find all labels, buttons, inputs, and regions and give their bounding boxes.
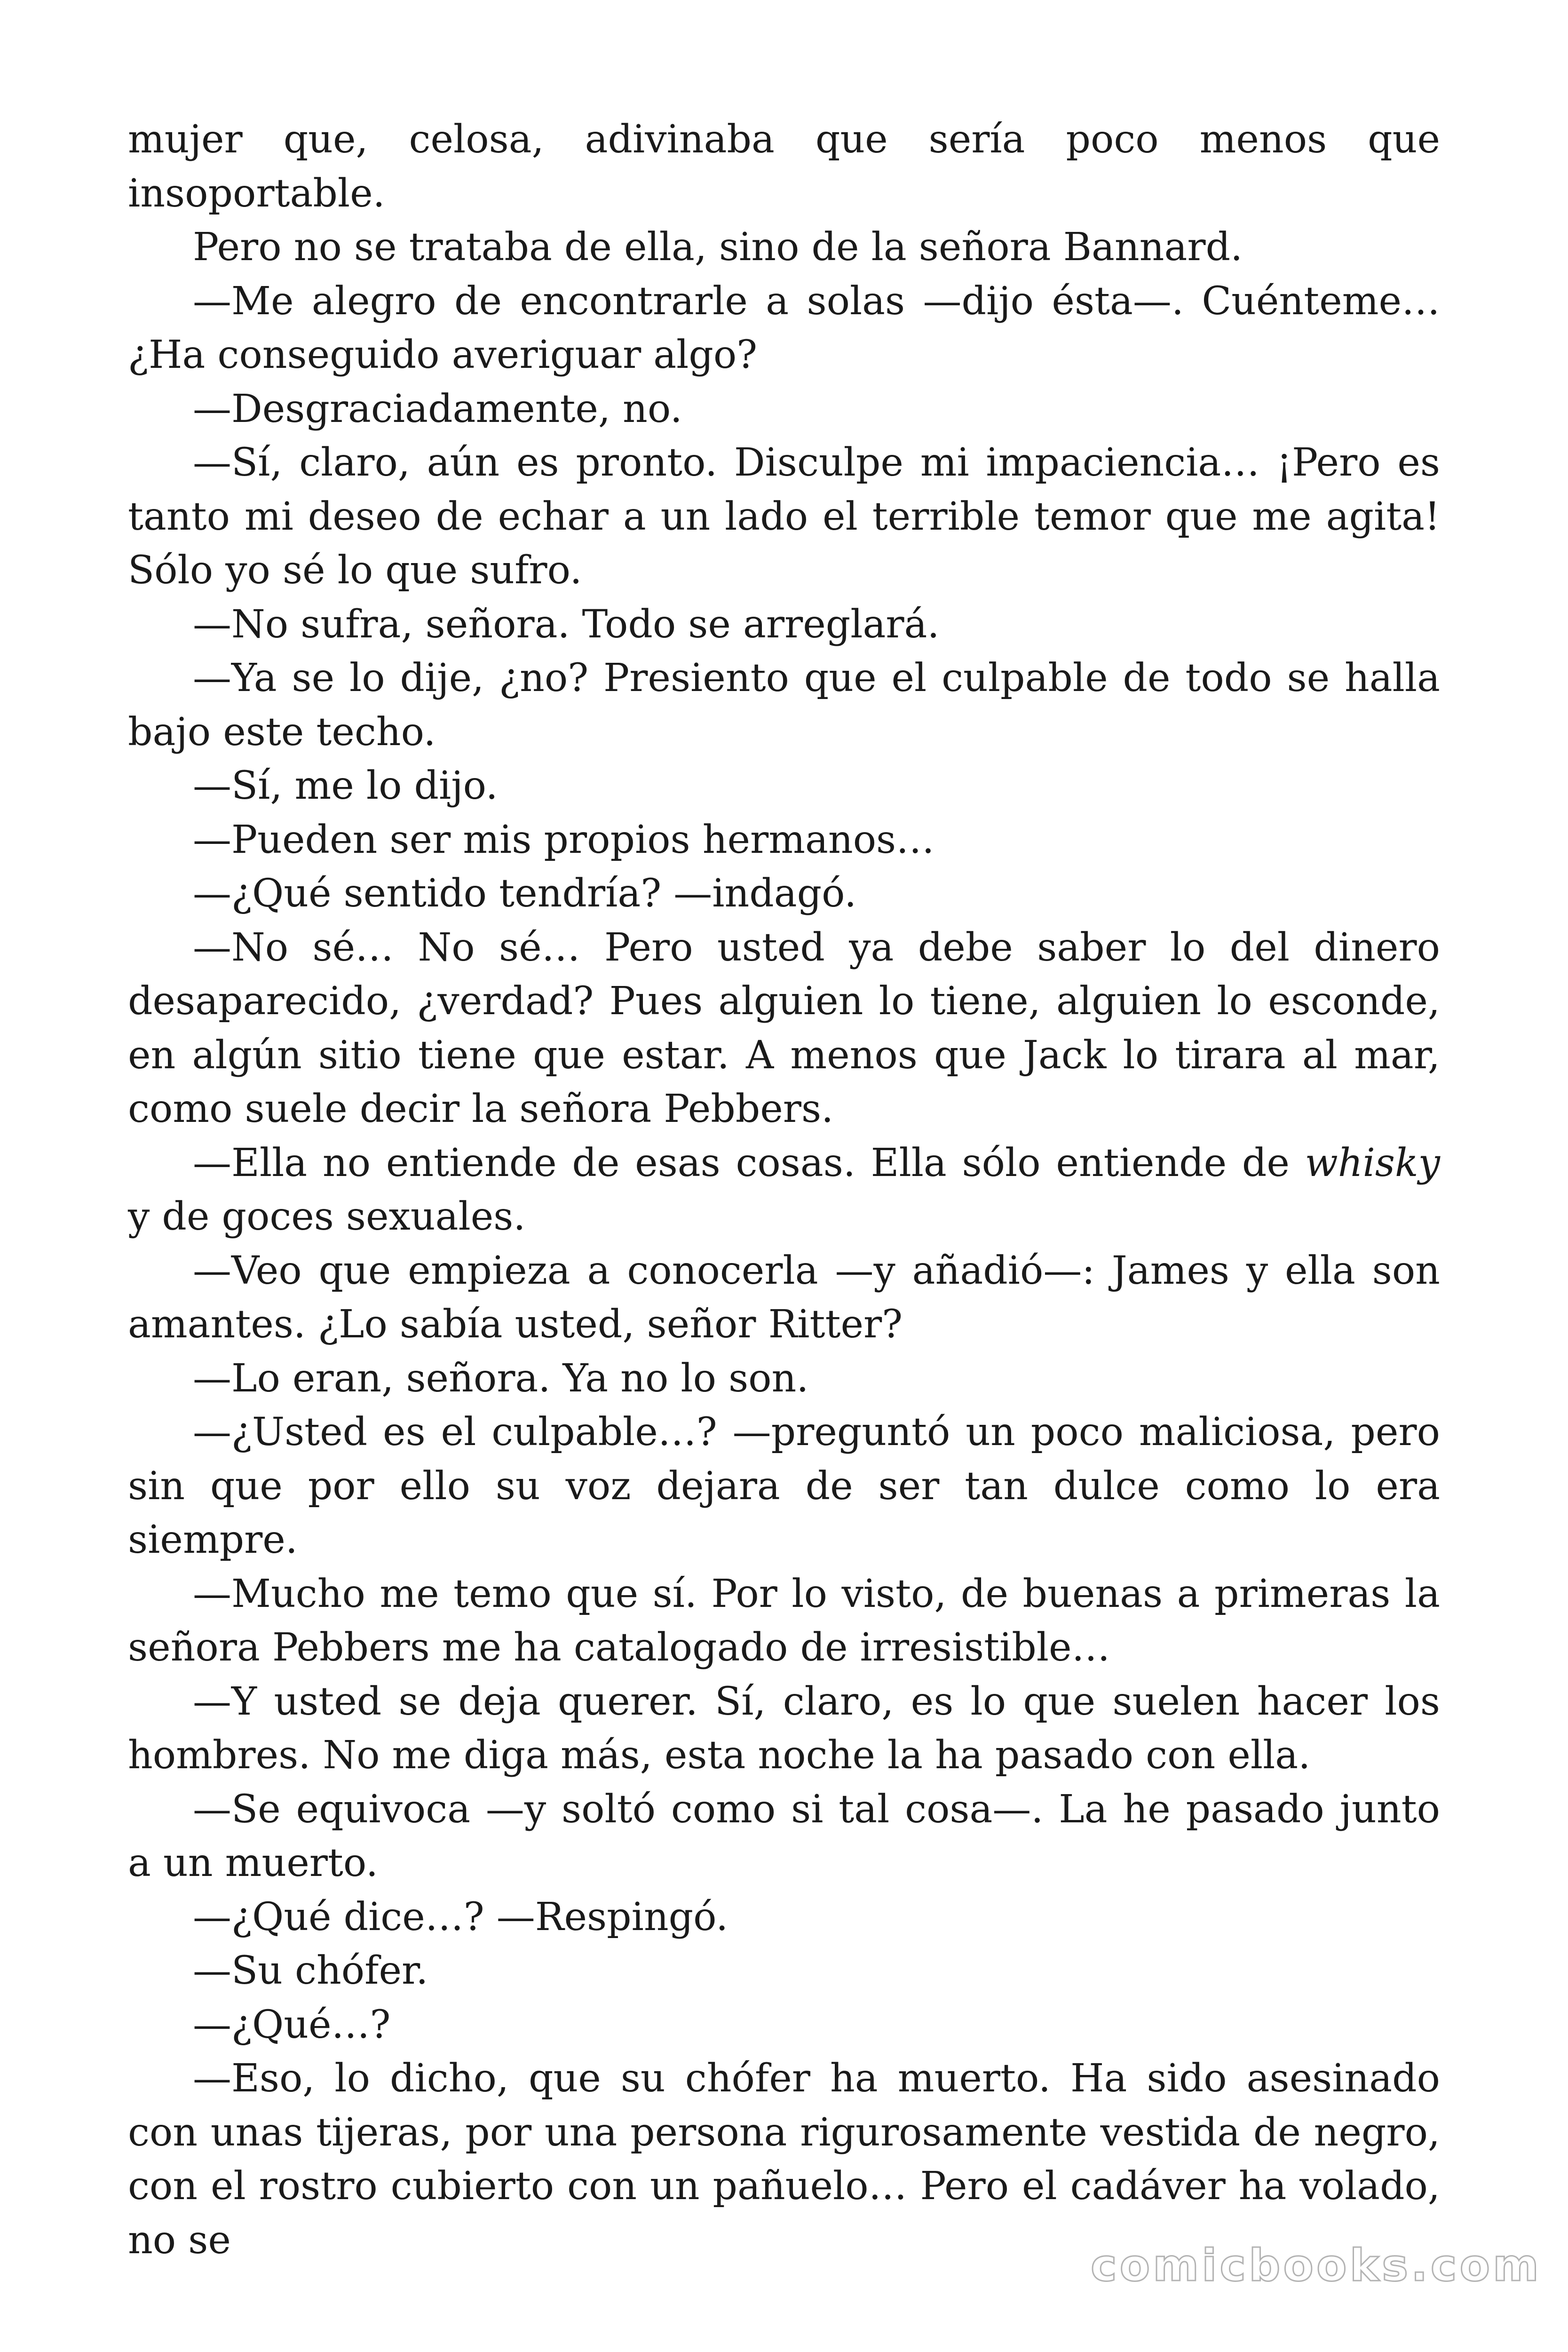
paragraph-text: —Ella no entiende de esas cosas. Ella sólo entiende de [193, 1140, 1305, 1185]
paragraph: —Desgraciadamente, no. [193, 386, 682, 431]
paragraph: —No sé… No sé… Pero usted ya debe saber lo del dinero desaparecido, ¿verdad? Pues alguien lo tiene, alguien lo esconde, en algún sitio tiene que estar. A menos que Jack lo tirara al mar, como suele decir la señora Pebbers. [128, 925, 1440, 1131]
emphasis-word: whisky [1305, 1140, 1440, 1185]
paragraph: —¿Qué…? [193, 2002, 391, 2047]
paragraph: —Lo eran, señora. Ya no lo son. [193, 1356, 809, 1401]
page-body-text [128, 113, 1440, 2267]
paragraph: —Eso, lo dicho, que su chófer ha muerto. Ha sido asesinado con unas tijeras, por una persona rigurosamente vestida de negro, con el rostro cubierto con un pañuelo… Pero el cadáver ha volado, no se [128, 2056, 1440, 2263]
paragraph-whisky [128, 1136, 1440, 1244]
paragraph: mujer que, celosa, adivinaba que sería poco menos que insoportable. [128, 117, 1440, 216]
paragraph: —¿Usted es el culpable…? —preguntó un poco maliciosa, pero sin que por ello su voz dejara de ser tan dulce como lo era siempre. [128, 1410, 1440, 1562]
paragraph: —Me alegro de encontrarle a solas —dijo ésta—. Cuénteme… ¿Ha conseguido averiguar algo? [128, 278, 1440, 377]
watermark: comicbooks.com [1090, 2240, 1542, 2291]
paragraph: —Ya se lo dije, ¿no? Presiento que el culpable de todo se halla bajo este techo. [128, 656, 1440, 755]
paragraph: —Veo que empieza a conocerla —y añadió—: James y ella son amantes. ¿Lo sabía usted, señor Ritter? [128, 1248, 1440, 1347]
paragraph: —¿Qué dice…? —Respingó. [193, 1894, 729, 1939]
paragraph: Pero no se trataba de ella, sino de la señora Bannard. [193, 225, 1243, 270]
paragraph: —Sí, me lo dijo. [193, 763, 498, 808]
paragraph: —¿Qué sentido tendría? —indagó. [193, 871, 857, 916]
paragraph: —No sufra, señora. Todo se arreglará. [193, 602, 940, 647]
paragraph-text: y de goces sexuales. [128, 1194, 526, 1239]
paragraph: —Y usted se deja querer. Sí, claro, es lo que suelen hacer los hombres. No me diga más, esta noche la ha pasado con ella. [128, 1679, 1440, 1778]
paragraph: —Se equivoca —y soltó como si tal cosa—. La he pasado junto a un muerto. [128, 1787, 1440, 1885]
paragraph: —Sí, claro, aún es pronto. Disculpe mi impaciencia… ¡Pero es tanto mi deseo de echar a un lado el terrible temor que me agita! Sólo yo sé lo que sufro. [128, 440, 1440, 593]
paragraph: —Su chófer. [193, 1948, 428, 1993]
paragraph: —Pueden ser mis propios hermanos… [193, 817, 935, 862]
paragraph: —Mucho me temo que sí. Por lo visto, de buenas a primeras la señora Pebbers me ha catalogado de irresistible… [128, 1571, 1440, 1670]
